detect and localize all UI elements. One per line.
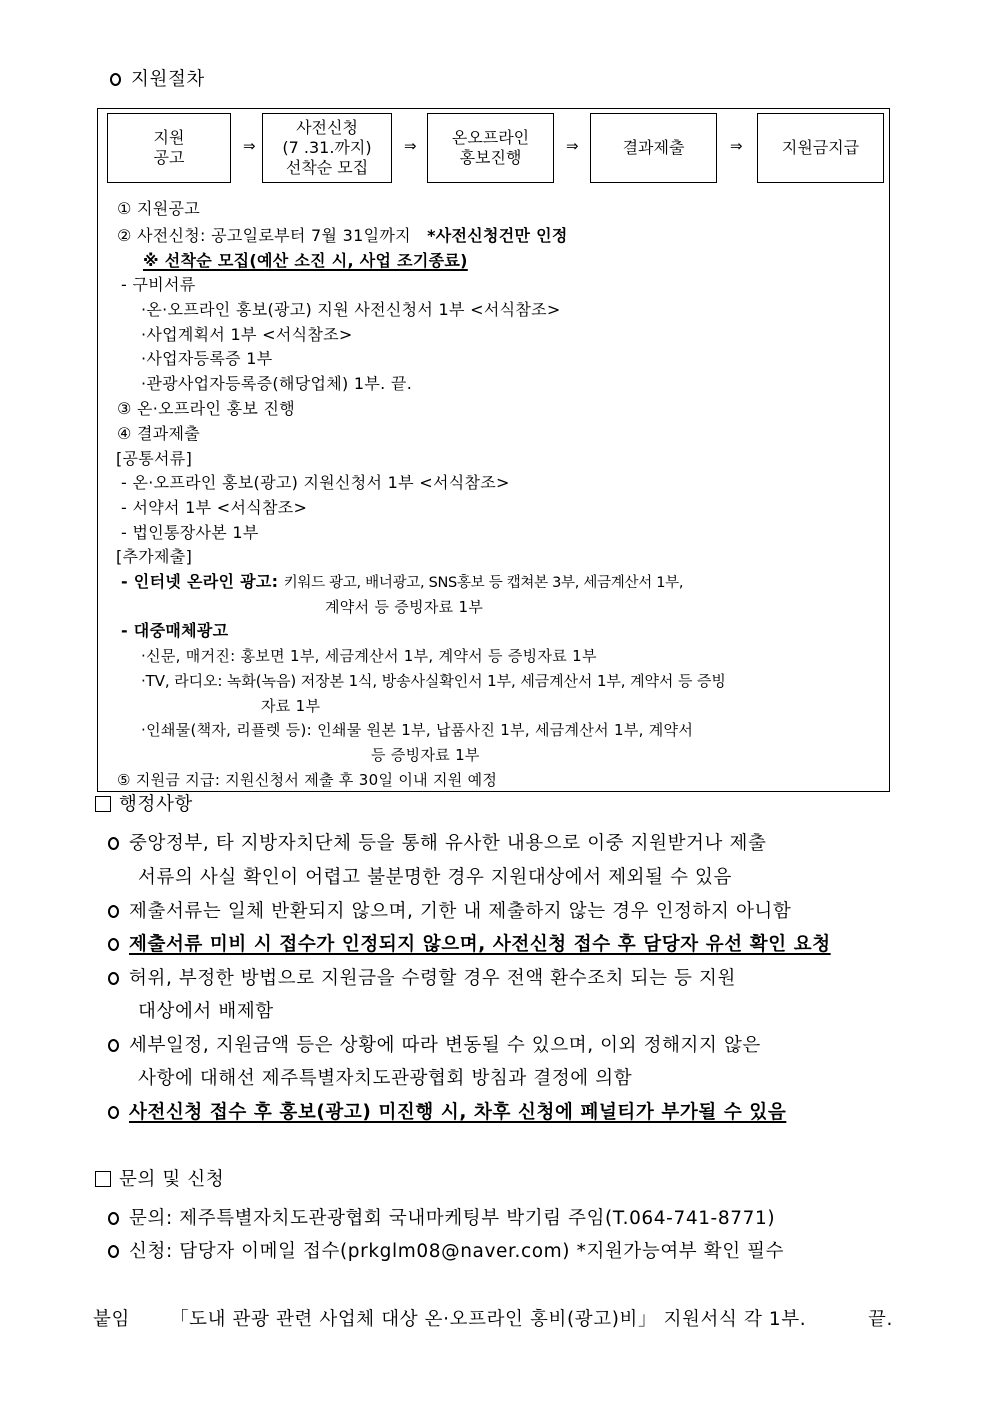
required-doc-item: ·관광사업자등록증(해당업체) 1부. 끝.	[141, 374, 413, 393]
admin-item-cont: 대상에서 배제함	[138, 1001, 274, 1022]
admin-item: 제출서류는 일체 반환되지 않으며, 기한 내 제출하지 않는 경우 인정하지 아니함	[108, 900, 791, 924]
flow-step-preapply: 사전신청 (7 .31.까지) 선착순 모집	[262, 113, 392, 183]
flow-step-payment: 지원금지급	[757, 113, 884, 183]
ring-bullet-icon	[108, 938, 119, 951]
mass-media-item: ·인쇄물(책자, 리플렛 등): 인쇄물 원본 1부, 납품사진 1부, 세금계산서 1부, 계약서	[141, 721, 694, 739]
common-doc-item: - 서약서 1부 <서식참조>	[121, 498, 308, 517]
common-doc-item: - 온·오프라인 홍보(광고) 지원신청서 1부 <서식참조>	[121, 473, 510, 492]
procedure-heading: 지원절차	[110, 68, 205, 92]
admin-item-cont: 서류의 사실 확인이 어렵고 불분명한 경우 지원대상에서 제외될 수 있음	[138, 867, 732, 888]
required-doc-item: ·온·오프라인 홍보(광고) 지원 사전신청서 1부 <서식참조>	[141, 300, 561, 319]
square-bullet-icon	[95, 1171, 111, 1187]
attachment-label: 붙임	[93, 1309, 130, 1330]
ring-bullet-icon	[108, 905, 119, 918]
ring-bullet-icon	[108, 1039, 119, 1052]
ring-bullet-icon	[108, 1106, 119, 1119]
square-bullet-icon	[95, 796, 111, 812]
arrow-right-icon: ⇒	[730, 137, 743, 155]
admin-item: 중앙정부, 타 지방자치단체 등을 통해 유사한 내용으로 이중 지원받거나 제출	[108, 832, 766, 856]
admin-item-emphasis: 사전신청 접수 후 홍보(광고) 미진행 시, 차후 신청에 페널티가 부가될 수 있음	[108, 1101, 786, 1125]
contact-apply: 신청: 담당자 이메일 접수(prkglm08@naver.com) *지원가능여부 확인 필수	[108, 1240, 784, 1264]
mass-media-label: - 대중매체광고	[121, 621, 229, 640]
admin-item: 세부일정, 지원금액 등은 상황에 따라 변동될 수 있으며, 이외 정해지지 않은	[108, 1034, 761, 1058]
flow-step-promotion: 온오프라인 홍보진행	[427, 113, 554, 183]
contact-inquiry: 문의: 제주특별자치도관광협회 국내마케팅부 박기림 주임(T.064-741-8771)	[108, 1207, 775, 1231]
ring-bullet-icon	[108, 1212, 119, 1225]
mass-media-item: ·신문, 매거진: 홍보면 1부, 세금계산서 1부, 계약서 등 증빙자료 1부	[141, 647, 597, 665]
admin-item-cont: 사항에 대해선 제주특별자치도관광협회 방침과 결정에 의함	[138, 1068, 633, 1089]
ring-bullet-icon	[110, 73, 121, 86]
internet-ad-item-cont: 계약서 등 증빙자료 1부	[325, 598, 484, 616]
flow-step-result: 결과제출	[590, 113, 717, 183]
step-3: ③ 온·오프라인 홍보 진행	[117, 399, 295, 418]
required-doc-item: ·사업자등록증 1부	[141, 349, 273, 368]
contact-heading: 문의 및 신청	[95, 1168, 224, 1192]
step-4: ④ 결과제출	[117, 424, 201, 443]
step-1: ① 지원공고	[117, 199, 201, 218]
mass-media-item-cont: 등 증빙자료 1부	[371, 746, 480, 764]
arrow-right-icon: ⇒	[404, 137, 417, 155]
step-2: ② 사전신청: 공고일로부터 7월 31일까지 *사전신청건만 인정	[117, 226, 568, 245]
required-doc-item: ·사업계획서 1부 <서식참조>	[141, 325, 353, 344]
step-5: ⑤ 지원금 지급: 지원신청서 제출 후 30일 이내 지원 예정	[117, 771, 498, 789]
common-doc-item: - 법인통장사본 1부	[121, 523, 259, 542]
arrow-right-icon: ⇒	[243, 137, 256, 155]
required-docs-label: - 구비서류	[121, 275, 196, 294]
attachment-end: 끝.	[868, 1309, 893, 1330]
extra-docs-label: [추가제출]	[116, 547, 193, 566]
admin-item: 허위, 부정한 방법으로 지원금을 수령할 경우 전액 환수조치 되는 등 지원	[108, 967, 736, 991]
admin-item-emphasis: 제출서류 미비 시 접수가 인정되지 않으며, 사전신청 접수 후 담당자 유선 확인 요청	[108, 933, 831, 957]
common-docs-label: [공통서류]	[116, 449, 193, 468]
internet-ad-item: - 인터넷 온라인 광고: 키워드 광고, 배너광고, SNS홍보 등 캡쳐본 3부, 세금계산서 1부,	[121, 572, 684, 591]
step-2-note: *사전신청건만 인정	[427, 226, 568, 245]
mass-media-item-cont: 자료 1부	[261, 697, 321, 715]
arrow-right-icon: ⇒	[566, 137, 579, 155]
ring-bullet-icon	[108, 1245, 119, 1258]
attachment-text: 「도내 관광 관련 사업체 대상 온·오프라인 홍비(광고)비」 지원서식 각 1부.	[170, 1309, 807, 1330]
admin-heading: 행정사항	[95, 793, 193, 817]
ring-bullet-icon	[108, 972, 119, 985]
step-2-warning: ※ 선착순 모집(예산 소진 시, 사업 조기종료)	[143, 251, 468, 270]
ring-bullet-icon	[108, 837, 119, 850]
mass-media-item: ·TV, 라디오: 녹화(녹음) 저장본 1식, 방송사실확인서 1부, 세금계산서 1부, 계약서 등 증빙	[141, 672, 726, 690]
flow-step-announce: 지원 공고	[107, 113, 231, 183]
